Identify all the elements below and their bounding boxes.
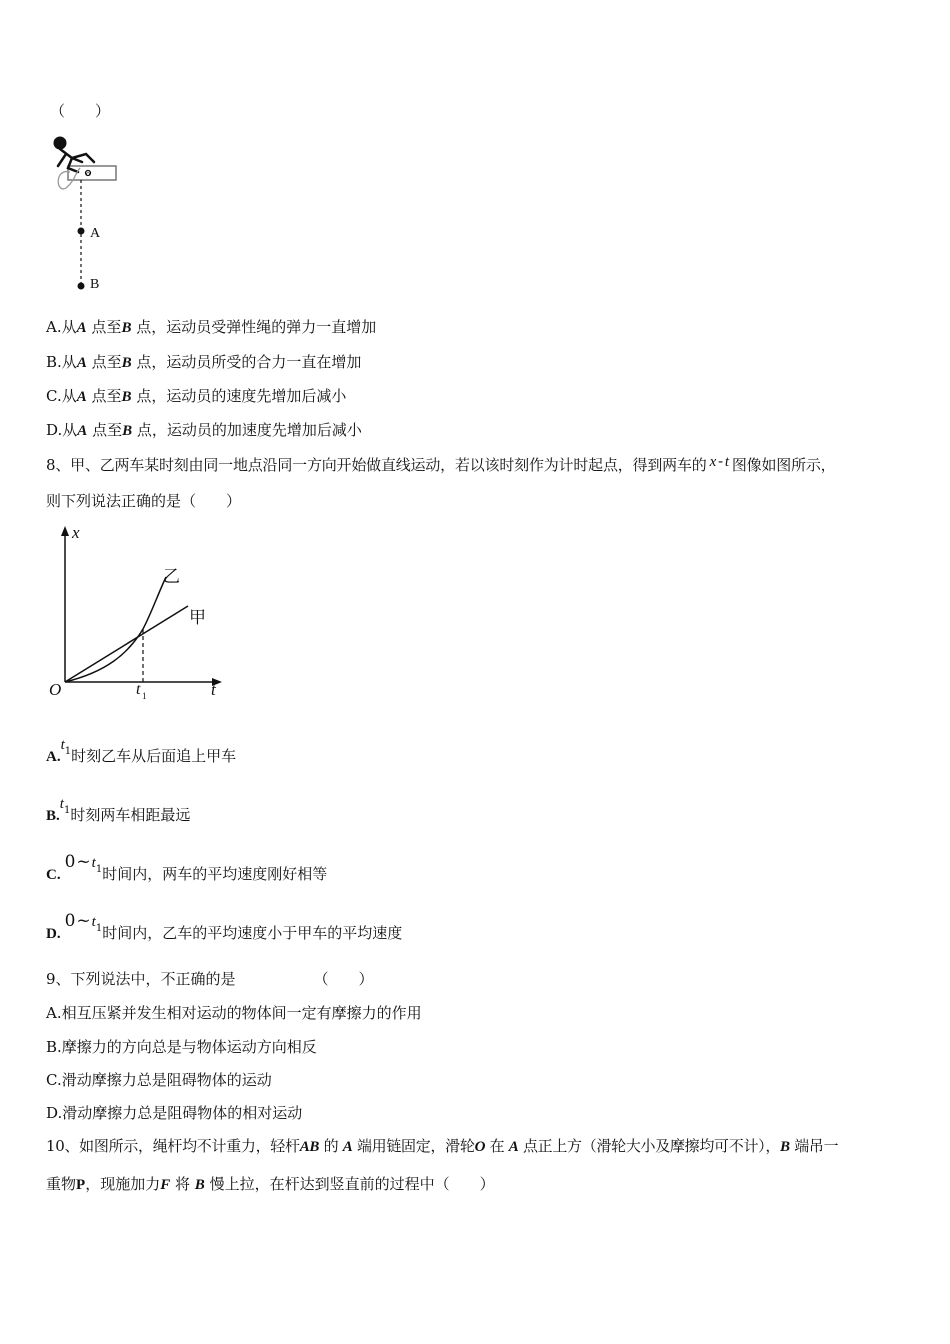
t1-label: t — [136, 681, 141, 698]
q7-option-d: D.从A 点至B 点，运动员的加速度先增加后减小 — [46, 421, 362, 439]
q8-option-b: $B.t^1$时刻两车相距最远 — [46, 796, 191, 824]
q7-bungee-figure — [46, 132, 126, 297]
q7-option-c: C.从A 点至B 点，运动员的速度先增加后减小 — [46, 387, 347, 405]
q8-stem-line1: 8、甲、乙两车某时刻由同一地点沿同一方向开始做直线运动，若以该时刻作为计时起点，得到两车的 x - t 图像如图所示， — [46, 452, 836, 474]
jump-platform — [68, 166, 116, 180]
y-axis-arrow — [61, 526, 69, 536]
q10-stem-line2: 重物P，现施加力F 将 B 慢上拉，在杆达到竖直前的过程中（ ） — [46, 1175, 495, 1193]
q7-answer-bracket: （ ） — [50, 102, 111, 120]
q7-option-a: A.从A 点至B 点，运动员受弹性绳的弹力一直增加 — [46, 318, 377, 336]
q9-option-b: B.摩擦力的方向总是与物体运动方向相反 — [46, 1038, 317, 1056]
jumper-head — [54, 137, 67, 150]
q9-option-d: D.滑动摩擦力总是阻碍物体的相对运动 — [46, 1104, 303, 1122]
point-b-dot — [78, 283, 85, 290]
q8-stem-line2: 则下列说法正确的是（ ） — [46, 492, 242, 510]
q10-stem-line1: 10、如图所示，绳杆均不计重力，轻杆AB 的 A 端用链固定，滑轮O 在 A 点正上方（滑轮大小及摩擦均可不计），B 端吊一 — [46, 1137, 839, 1155]
point-b-label: B — [90, 277, 100, 292]
origin-label: O — [49, 680, 62, 699]
pulley-label: o — [86, 169, 90, 178]
q9-option-a: A.相互压紧并发生相对运动的物体间一定有摩擦力的作用 — [46, 1004, 422, 1022]
y-axis-label: x — [72, 523, 80, 542]
q8-option-d: $D.0\sim t^1$时间内，乙车的平均速度小于甲车的平均速度 — [46, 911, 403, 942]
line-jia — [65, 606, 188, 682]
q9-stem: 9、下列说法中，不正确的是 （ ） — [46, 970, 374, 988]
q7-option-b: B.从A 点至B 点，运动员所受的合力一直在增加 — [46, 353, 362, 371]
point-a-label: A — [90, 226, 101, 241]
t1-subscript: 1 — [142, 691, 147, 701]
q8-xt-graph — [46, 522, 236, 707]
x-axis-label: t — [211, 680, 216, 699]
q9-option-c: C.滑动摩擦力总是阻碍物体的运动 — [46, 1071, 272, 1089]
label-jia: 甲 — [189, 608, 206, 627]
q8-option-c: $C.0\sim t^1$时间内，两车的平均速度刚好相等 — [46, 852, 328, 883]
point-a-dot — [78, 228, 85, 235]
q8-option-a: $A.t^1$时刻乙车从后面追上甲车 — [46, 737, 237, 765]
label-yi: 乙 — [163, 567, 180, 586]
